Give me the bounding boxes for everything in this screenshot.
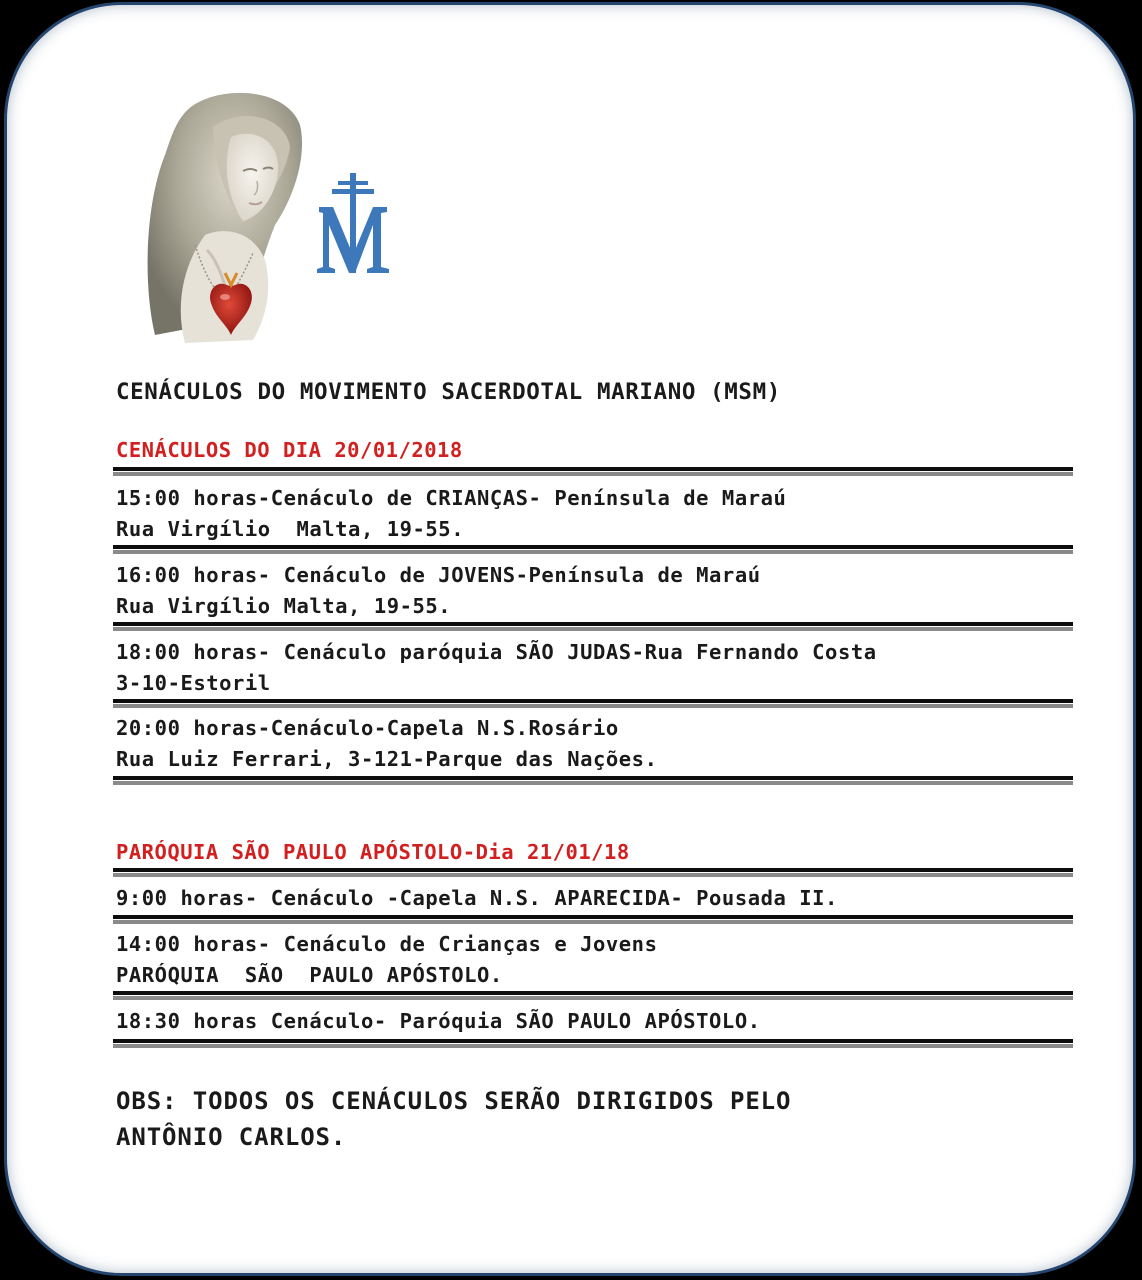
entry-line: 18:00 horas- Cenáculo paróquia SÃO JUDAS-Rua Fernando Costa [116,640,877,664]
document-frame [4,2,1136,1276]
document-content [7,5,1133,1273]
section-heading-sao-paulo: PARÓQUIA SÃO PAULO APÓSTOLO-Dia 21/01/18 [116,840,630,864]
schedule-entry [116,713,657,775]
entry-line: 18:30 horas Cenáculo- Paróquia SÃO PAULO APÓSTOLO. [116,1009,761,1033]
divider-rule [113,991,1073,1000]
entry-line: Rua Virgílio Malta, 19-55. [116,594,452,618]
divider-rule [113,915,1073,924]
schedule-entry [116,929,657,991]
entry-line: 16:00 horas- Cenáculo de JOVENS-Península de Maraú [116,563,761,587]
observation-note [116,1083,791,1155]
schedule-entry [116,560,761,622]
divider-rule [113,776,1073,785]
entry-line: Rua Virgílio Malta, 19-55. [116,517,465,541]
schedule-entry [116,483,786,545]
divider-rule [113,622,1073,631]
entry-line: 15:00 horas-Cenáculo de CRIANÇAS- Península de Maraú [116,486,787,510]
document-title: CENÁCULOS DO MOVIMENTO SACERDOTAL MARIANO (MSM) [116,379,781,405]
divider-rule [113,868,1073,877]
entry-line: 9:00 horas- Cenáculo -Capela N.S. APARECIDA- Pousada II. [116,886,838,910]
entry-line: PARÓQUIA SÃO PAULO APÓSTOLO. [116,963,503,987]
divider-rule [113,1039,1073,1048]
entry-line: 20:00 horas-Cenáculo-Capela N.S.Rosário [116,716,619,740]
divider-rule [113,699,1073,708]
divider-rule [113,545,1073,554]
marian-cross-m-emblem-icon [317,173,389,273]
divider-rule [113,467,1073,476]
entry-line: 3-10-Estoril [116,671,271,695]
msm-logo [135,85,425,350]
obs-line: OBS: TODOS OS CENÁCULOS SERÃO DIRIGIDOS PELO [116,1087,792,1115]
section-heading-day-20: CENÁCULOS DO DIA 20/01/2018 [116,438,463,462]
schedule-entry [116,637,877,699]
schedule-entry [116,883,838,914]
schedule-entry [116,1006,761,1037]
obs-line: ANTÔNIO CARLOS. [116,1123,347,1151]
entry-line: 14:00 horas- Cenáculo de Crianças e Jovens [116,932,658,956]
entry-line: Rua Luiz Ferrari, 3-121-Parque das Nações. [116,747,658,771]
